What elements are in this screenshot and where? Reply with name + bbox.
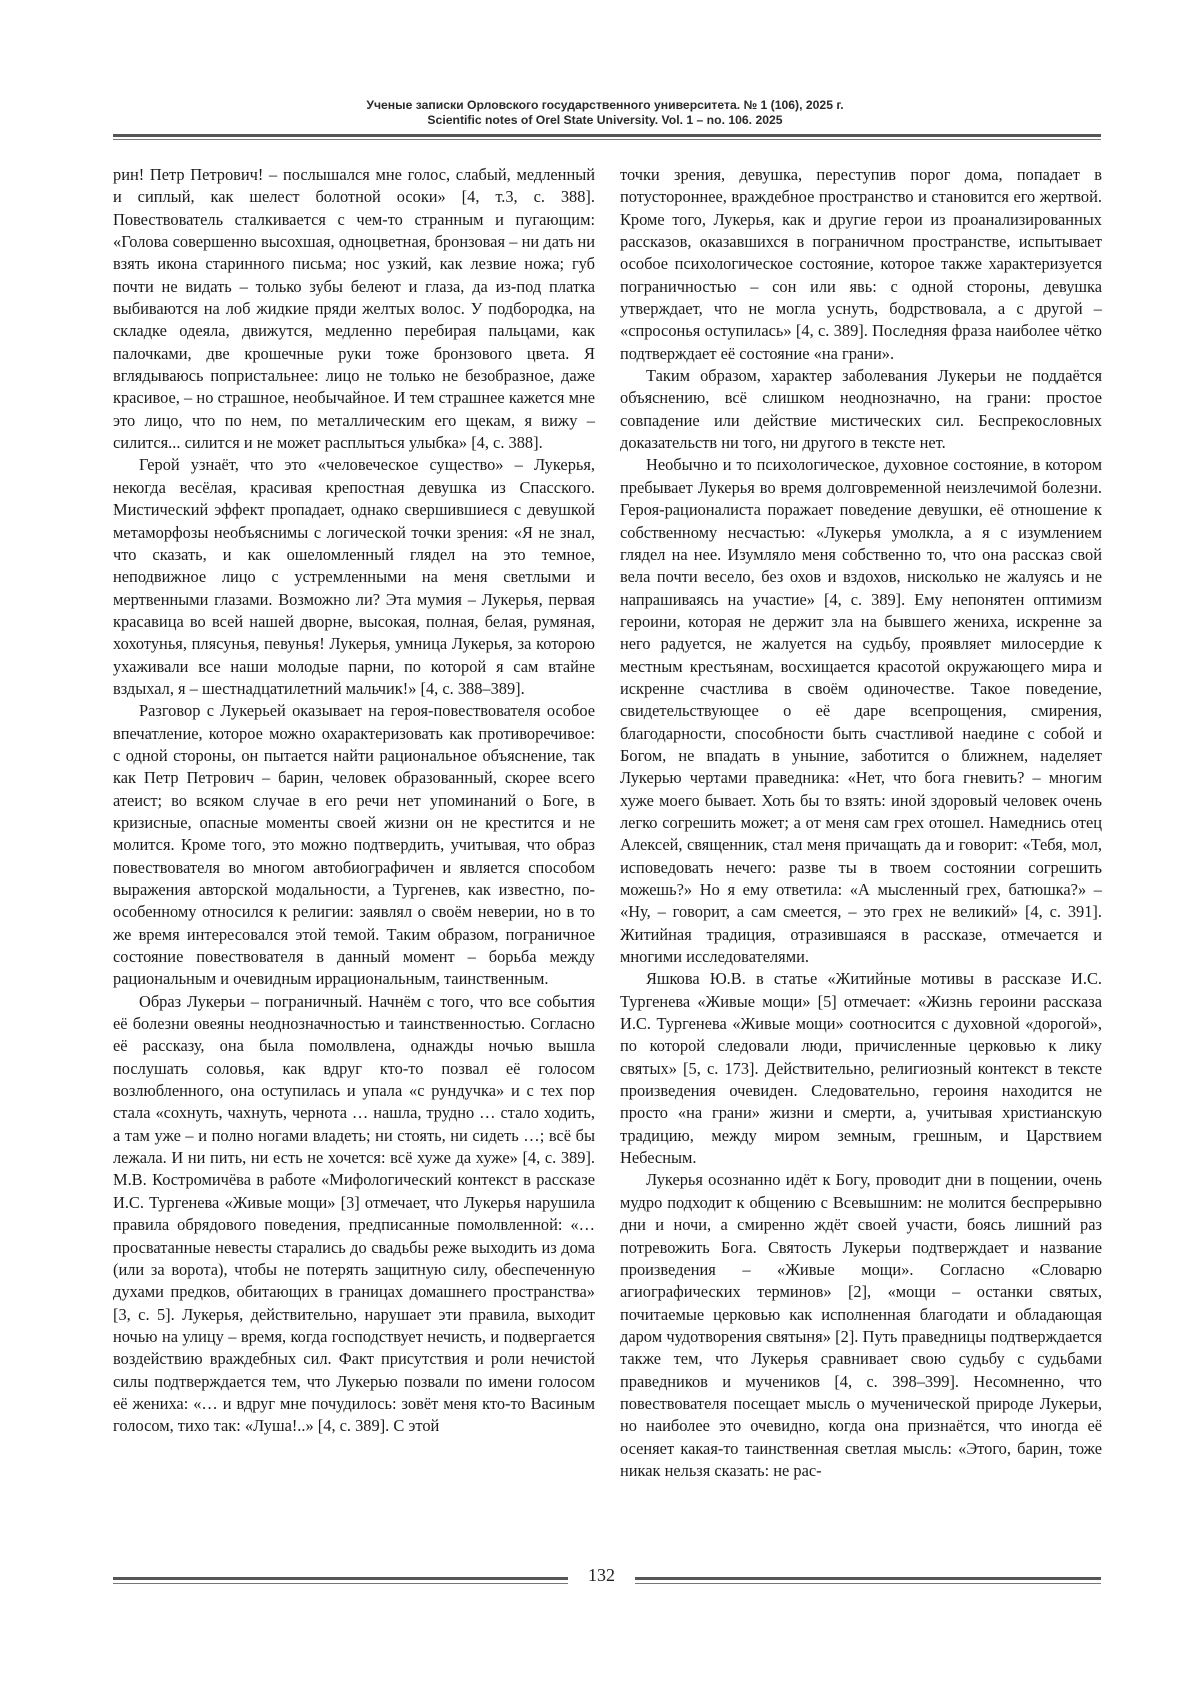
journal-header-en: Scientific notes of Orel State University. Vol. 1 – no. 106. 2025 [427, 113, 783, 127]
header-rule [113, 134, 1101, 137]
paragraph: точки зрения, девушка, переступив порог дома, попадает в потустороннее, враждебное пространство и становится его жертвой. Кроме того, Лукерья, как и другие герои из проанализированных рассказов, оказавшихся в пограничном пространстве, испытывает особое психологическое состояние, которое также характеризуется пограничностью – сон или явь: с одной стороны, девушка утверждает, что не могла уснуть, бодрствовала, а с другой – «спросонья оступилась» [4, с. 389]. Последняя фраза наиболее чётко подтверждает её состояние «на грани». [620, 165, 1102, 363]
paragraph: Разговор с Лукерьей оказывает на героя-повествователя особое впечатление, которое можно охарактеризовать как противоречивое: с одной стороны, он пытается найти рациональное объяснение, так как Петр Петрович – барин, человек образованный, скорее всего атеист; во всяком случае в его речи нет упоминаний о Боге, в кризисные, опасные моменты своей жизни он не крестится и не молится. Кроме того, это можно подтвердить, учитывая, что образ повествователя во многом автобиографичен и является способом выражения авторской модальности, а Тургенев, как известно, по-особенному относился к религии: заявлял о своём неверии, но в то же время интересовался этой темой. Таким образом, пограничное состояние повествователя в данный момент – борьба между рациональным и очевидным иррациональным, таинственным. [113, 701, 595, 989]
header-rule-thin [113, 139, 1101, 140]
paragraph: Лукерья осознанно идёт к Богу, проводит дни в пощении, очень мудро подходит к общению с Всевышним: не молится беспрерывно дни и ночи, а смиренно ждёт своей участи, боясь лишний раз потревожить Бога. Святость Лукерьи подтверждает и название произведения – «Живые мощи». Согласно «Словарю агиографических терминов» [2], «мощи – останки святых, почитаемые церковью как исполненная благодати и обладающая даром чудотворения святыня» [2]. Путь праведницы подтверждается также тем, что Лукерья сравнивает свою судьбу с судьбами праведников и мучеников [4, с. 398–399]. Несомненно, что повествователя посещает мысль о мученической природе Лукерьи, но наиболее это очевидно, когда она признаётся, что иногда её осеняет какая-то таинственная светлая мысль: «Этого, барин, тоже никак нельзя сказать: не рас- [620, 1170, 1102, 1480]
journal-header [110, 98, 1100, 128]
paragraph: Образ Лукерьи – пограничный. Начнём с того, что все события её болезни овеяны неоднозначностью и таинственностью. Согласно её рассказу, она была помолвлена, однажды ночью вышла послушать соловья, как вдруг кто-то позвал её голосом возлюбленного, она оступилась и упала «с рундучка» и с тех пор стала «сохнуть, чахнуть, чернота … нашла, трудно … стало ходить, а там уже – и полно ногами владеть; ни стоять, ни сидеть …; всё бы лежала. И ни пить, ни есть не хочется: всё хуже да хуже» [4, с. 389]. М.В. Костромичёва в работе «Мифологический контекст в рассказе И.С. Тургенева «Живые мощи» [3] отмечает, что Лукерья нарушила правила обрядового поведения, предписанные помолвленной: «…просватанные невесты старались до свадьбы реже выходить из дома (или за ворота), чтобы не потерять защитную силу, обеспеченную духами предков, обитающих в границах домашнего пространства» [3, с. 5]. Лукерья, действительно, нарушает эти правила, выходит ночью на улицу – время, когда господствует нечисть, и подвергается воздействию враждебных сил. Факт присутствия и роли нечистой силы подтверждается тем, что Лукерью позвали по имени голосом её жениха: «… и вдруг мне почудилось: зовёт меня кто-то Васиным голосом, тихо так: «Луша!..» [4, с. 389]. С этой [113, 991, 595, 1436]
paragraph: Необычно и то психологическое, духовное состояние, в котором пребывает Лукерья во время долговременной неизлечимой болезни. Героя-рационалиста поражает поведение девушки, её отношение к собственному несчастью: «Лукерья умолкла, а я с изумлением глядел на нее. Изумляло меня собственно то, что она рассказ свой вела почти весело, без охов и вздохов, нисколько не жалуясь и не напрашиваясь на участие» [4, с. 389]. Ему непонятен оптимизм героини, которая не держит зла на бывшего жениха, искренне за него радуется, не жалуется на судьбу, проявляет милосердие к местным крестьянам, восхищается красотой окружающего мира и искренне счастлива в своём одиночестве. Такое поведение, свидетельствующее о её даре всепрощения, смирения, благодарности, способности быть счастливой наедине с собой и Богом, не впадать в уныние, заботится о ближнем, наделяет Лукерью чертами праведника: «Нет, что бога гневить? – многим хуже моего бывает. Хоть бы то взять: иной здоровый человек очень легко согрешить может; а от меня сам грех отошел. Намеднись отец Алексей, священник, стал меня причащать да и говорит: «Тебя, мол, исповедовать нечего: разве ты в твоем состоянии согрешить можешь?» Но я ему ответила: «А мысленный грех, батюшка?» – «Ну, – говорит, а сам смеется, – это грех не великий» [4, с. 391]. Житийная традиция, отразившаяся в рассказе, отмечается и многими исследователями. [620, 455, 1102, 967]
paragraph: рин! Петр Петрович! – послышался мне голос, слабый, медленный и сиплый, как шелест болотной осоки» [4, т.3, с. 388]. Повествователь сталкивается с чем-то странным и пугающим: «Голова совершенно высохшая, одноцветная, бронзовая – ни дать ни взять икона старинного письма; нос узкий, как лезвие ножа; губ почти не видать – только зубы белеют и глаза, да из-под платка выбиваются на лоб жидкие пряди желтых волос. У подбородка, на складке одеяла, движутся, медленно перебирая пальцами, как палочками, две крошечные руки тоже бронзового цвета. Я вглядываюсь попристальнее: лицо не только не безобразное, даже красивое, – но страшное, необычайное. И тем страшнее кажется мне это лицо, что по нем, по металлическим его щекам, я вижу – силится... силится и не может расплыться улыбка» [4, с. 388]. [113, 165, 595, 453]
paragraph: Яшкова Ю.В. в статье «Житийные мотивы в рассказе И.С. Тургенева «Живые мощи» [5] отмечает: «Жизнь героини рассказа И.С. Тургенева «Живые мощи» соотносится с духовной «дорогой», по которой следовали люди, причисленные церковью к лику святых» [5, с. 173]. Действительно, религиозный контекст в тексте произведения очевиден. Следовательно, героиня находится не просто «на грани» жизни и смерти, а, учитывая христианскую традицию, между миром земным, грешным, и Царствием Небесным. [620, 969, 1102, 1168]
right-column [620, 164, 1102, 1482]
paragraph: Герой узнаёт, что это «человеческое существо» – Лукерья, некогда весёлая, красивая крепостная девушка из Спасского. Мистический эффект пропадает, однако свершившиеся с девушкой метаморфозы необъяснимы с логической точки зрения: «Я не знал, что сказать, и как ошеломленный глядел на это темное, неподвижное лицо с устремленными на меня светлыми и мертвенными глазами. Возможно ли? Эта мумия – Лукерья, первая красавица во всей нашей дворне, высокая, полная, белая, румяная, хохотунья, плясунья, певунья! Лукерья, умница Лукерья, за которою ухаживали все наши молодые парни, по которой я сам втайне вздыхал, я – шестнадцатилетний мальчик!» [4, с. 388–389]. [113, 455, 595, 698]
page-number: 132 [588, 1565, 615, 1585]
left-column [113, 164, 595, 1438]
paragraph: Таким образом, характер заболевания Лукерьи не поддаётся объяснению, всё слишком неоднозначно, на грани: простое совпадение или действие мистических сил. Беспрекословных доказательств ни того, ни другого в тексте нет. [620, 366, 1102, 453]
journal-header-ru: Ученые записки Орловского государственного университета. № 1 (106), 2025 г. [366, 98, 844, 112]
